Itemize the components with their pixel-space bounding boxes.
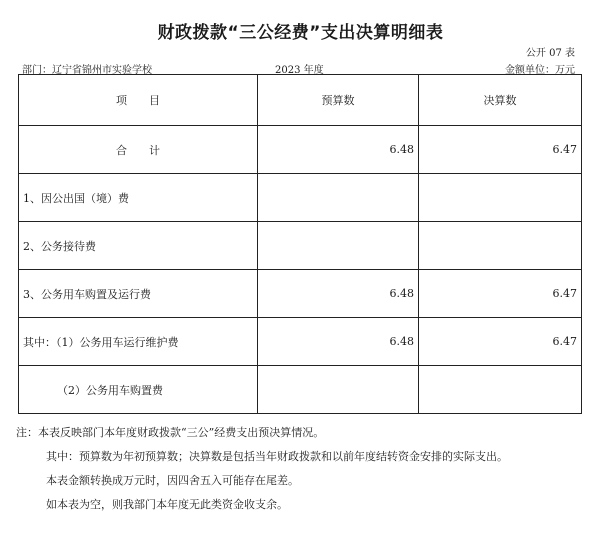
header-final: 决算数	[419, 75, 582, 126]
row-item: 2、公务接待费	[19, 222, 258, 270]
header-item: 项 目	[19, 75, 258, 126]
row-final	[419, 366, 582, 414]
row-budget	[258, 222, 419, 270]
row-item: 1、因公出国（境）费	[19, 174, 258, 222]
row-budget: 6.48	[258, 270, 419, 318]
table-row	[19, 318, 582, 366]
note-line: 其中：预算数为年初预算数；决算数是包括当年财政拨款和以前年度结转资金安排的实际支出。	[46, 450, 508, 463]
table-row	[19, 174, 582, 222]
row-item: 3、公务用车购置及运行费	[19, 270, 258, 318]
page-title: 财政拨款“三公经费”支出决算明细表	[157, 23, 444, 43]
row-final	[419, 174, 582, 222]
row-item: （2）公务用车购置费	[19, 366, 258, 414]
table-row	[19, 366, 582, 414]
header-budget: 预算数	[258, 75, 419, 126]
table-row	[19, 222, 582, 270]
row-final	[419, 222, 582, 270]
year-label: 2023 年度	[275, 65, 324, 76]
note-line: 如本表为空，则我部门本年度无此类资金收支余。	[46, 498, 288, 511]
department-label: 部门：辽宁省锦州市实验学校	[22, 65, 152, 76]
note-line: 注：本表反映部门本年度财政拨款“三公”经费支出预决算情况。	[16, 426, 325, 439]
row-item: 其中：（1）公务用车运行维护费	[19, 318, 258, 366]
note-line: 本表金额转换成万元时，因四舍五入可能存在尾差。	[46, 474, 299, 487]
row-final: 6.47	[419, 318, 582, 366]
table-row	[19, 270, 582, 318]
unit-label: 金额单位：万元	[505, 65, 575, 76]
row-budget	[258, 174, 419, 222]
row-item: 合 计	[19, 126, 258, 174]
row-budget: 6.48	[258, 318, 419, 366]
table-code: 公开 07 表	[525, 48, 575, 59]
row-final: 6.47	[419, 270, 582, 318]
table-header-row	[19, 75, 582, 126]
row-budget	[258, 366, 419, 414]
row-budget: 6.48	[258, 126, 419, 174]
table-row-total	[19, 126, 582, 174]
expense-table	[18, 74, 582, 414]
notes	[16, 421, 586, 517]
row-final: 6.47	[419, 126, 582, 174]
